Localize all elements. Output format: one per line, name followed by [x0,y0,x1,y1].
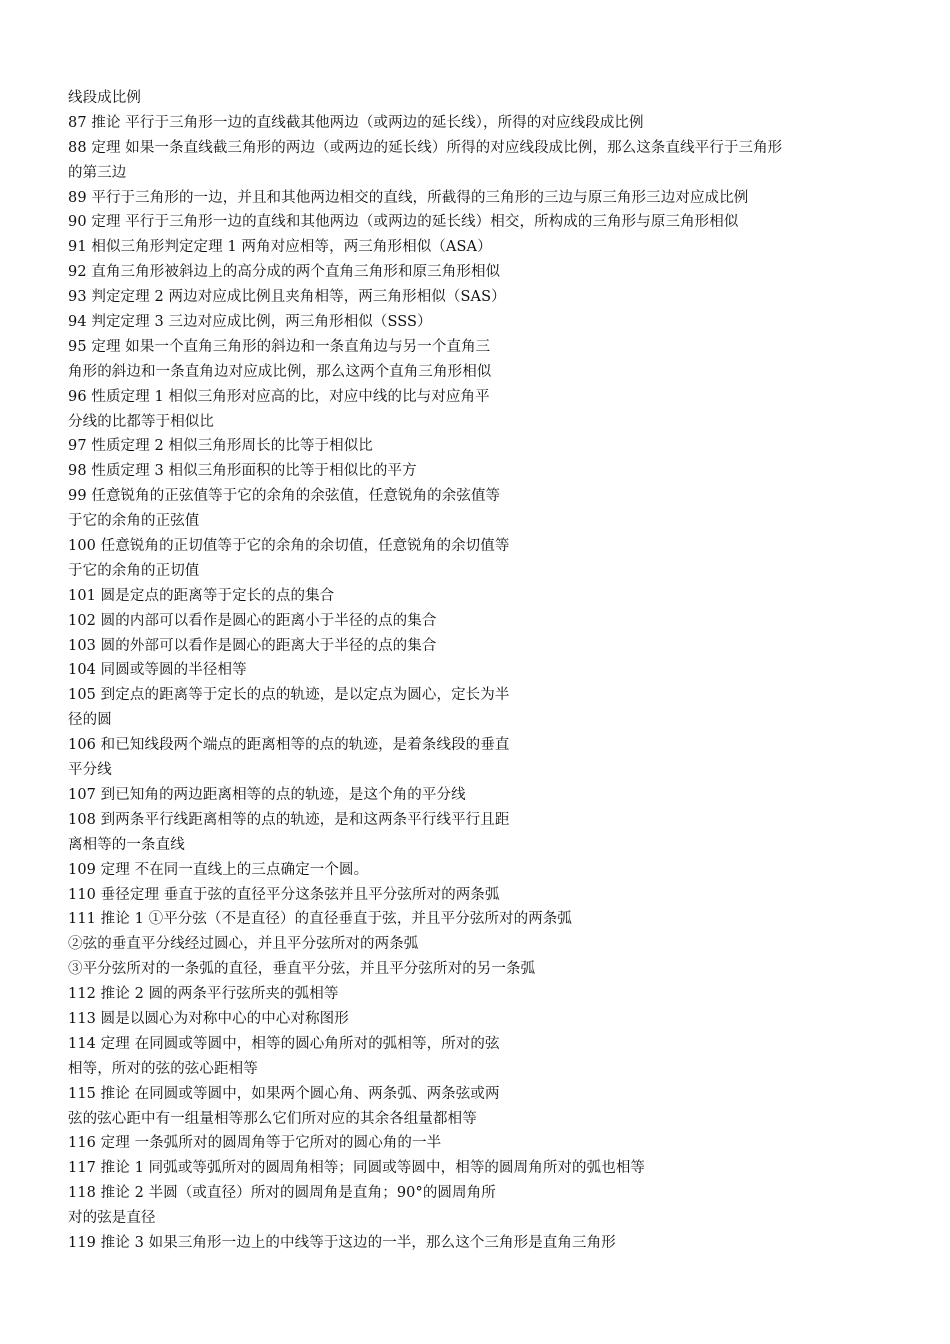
text-line: 对的弦是直径 [68,1210,156,1227]
document-page [68,86,898,1256]
text-line: 于它的余角的正弦值 [68,513,200,530]
text-line: ②弦的垂直平分线经过圆心，并且平分弦所对的两条弧 [68,936,419,953]
text-line: 线段成比例 [68,90,141,106]
text-line: 101 圆是定点的距离等于定长的点的集合 [68,587,335,604]
text-line: 105 到定点的距离等于定长的点的轨迹，是以定点为圆心，定长为半 [68,687,510,704]
text-line: 角形的斜边和一条直角边对应成比例，那么这两个直角三角形相似 [68,363,492,380]
text-line: 100 任意锐角的正切值等于它的余角的余切值，任意锐角的余切值等 [68,538,510,555]
text-line: 114 定理 在同圆或等圆中，相等的圆心角所对的弧相等，所对的弦 [68,1035,500,1052]
text-line: 91 相似三角形判定定理 1 两角对应相等，两三角形相似（ASA） [68,239,492,256]
text-line: 90 定理 平行于三角形一边的直线和其他两边（或两边的延长线）相交，所构成的三角形与原三角形相似 [68,214,739,231]
text-line: 93 判定定理 2 两边对应成比例且夹角相等，两三角形相似（SAS） [68,289,506,306]
text-line: 相等，所对的弦的弦心距相等 [68,1060,258,1077]
text-line: 95 定理 如果一个直角三角形的斜边和一条直角边与另一个直角三 [68,338,491,355]
text-line: 97 性质定理 2 相似三角形周长的比等于相似比 [68,438,373,455]
text-line: 112 推论 2 圆的两条平行弦所夹的弧相等 [68,986,339,1003]
text-line: 115 推论 在同圆或等圆中，如果两个圆心角、两条弧、两条弦或两 [68,1085,500,1102]
text-line: ③平分弦所对的一条弧的直径，垂直平分弦，并且平分弦所对的另一条弧 [68,961,536,978]
text-line: 109 定理 不在同一直线上的三点确定一个圆。 [68,861,369,878]
text-line: 113 圆是以圆心为对称中心的中心对称图形 [68,1010,349,1027]
text-line: 99 任意锐角的正弦值等于它的余角的余弦值，任意锐角的余弦值等 [68,488,501,505]
text-line: 117 推论 1 同弧或等弧所对的圆周角相等；同圆或等圆中，相等的圆周角所对的弧也相等 [68,1160,646,1177]
text-line: 119 推论 3 如果三角形一边上的中线等于这边的一半，那么这个三角形是直角三角形 [68,1234,616,1251]
text-line: 离相等的一条直线 [68,836,185,853]
text-line: 94 判定定理 3 三边对应成比例，两三角形相似（SSS） [68,314,432,331]
text-line: 88 定理 如果一条直线截三角形的两边（或两边的延长线）所得的对应线段成比例，那么这条直线平行于三角形 [68,139,783,156]
text-line: 89 平行于三角形的一边，并且和其他两边相交的直线，所截得的三角形的三边与原三角形三边对应成比例 [68,189,749,206]
text-line: 弦的弦心距中有一组量相等那么它们所对应的其余各组量都相等 [68,1110,477,1127]
text-line: 的第三边 [68,164,127,181]
text-line: 116 定理 一条弧所对的圆周角等于它所对的圆心角的一半 [68,1135,442,1152]
text-line: 104 同圆或等圆的半径相等 [68,662,247,679]
text-line: 平分线 [68,762,112,779]
text-line: 96 性质定理 1 相似三角形对应高的比，对应中线的比与对应角平 [68,388,490,405]
text-line: 110 垂径定理 垂直于弦的直径平分这条弦并且平分弦所对的两条弧 [68,886,500,903]
text-line: 98 性质定理 3 相似三角形面积的比等于相似比的平方 [68,463,417,480]
text-line: 102 圆的内部可以看作是圆心的距离小于半径的点的集合 [68,612,437,629]
text-line: 106 和已知线段两个端点的距离相等的点的轨迹，是着条线段的垂直 [68,737,510,754]
text-line: 107 到已知角的两边距离相等的点的轨迹，是这个角的平分线 [68,786,466,803]
text-line: 118 推论 2 半圆（或直径）所对的圆周角是直角；90°的圆周角所 [68,1185,496,1202]
text-line: 92 直角三角形被斜边上的高分成的两个直角三角形和原三角形相似 [68,264,501,281]
text-line: 108 到两条平行线距离相等的点的轨迹，是和这两条平行线平行且距 [68,811,510,828]
text-line: 111 推论 1 ①平分弦（不是直径）的直径垂直于弦，并且平分弦所对的两条弧 [68,911,573,928]
text-line: 分线的比都等于相似比 [68,413,214,430]
text-line: 于它的余角的正切值 [68,562,200,579]
text-line: 87 推论 平行于三角形一边的直线截其他两边（或两边的延长线），所得的对应线段成比例 [68,114,644,131]
text-line: 103 圆的外部可以看作是圆心的距离大于半径的点的集合 [68,637,437,654]
text-line: 径的圆 [68,712,112,729]
